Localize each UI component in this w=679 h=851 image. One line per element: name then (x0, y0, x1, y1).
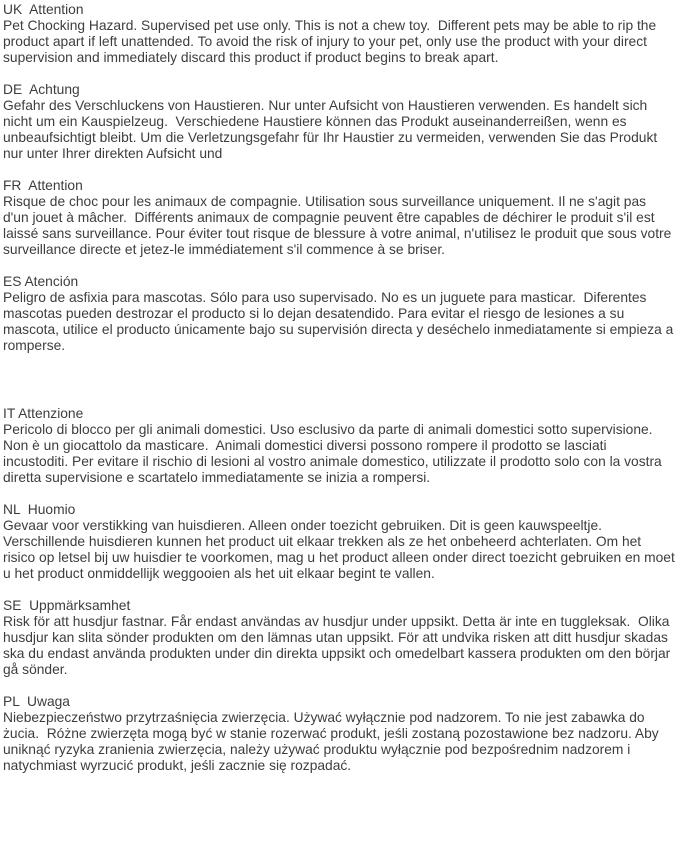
section-body-it: Pericolo di blocco per gli animali domestici. Uso esclusivo da parte di animali domestici sotto supervisione. Non è un giocattolo da masticare. Animali domestici diversi possono rompere il prodotto se lasciati incustoditi. Per evitare il rischio di lesioni al vostro animale domestico, utilizzate il prodotto solo con la vostra diretta supervisione e scartatelo immediatamente se inizia a rompersi. (3, 422, 666, 485)
section-body-de: Gefahr des Verschluckens von Haustieren. Nur unter Aufsicht von Haustieren verwenden. Es handelt sich nicht um ein Kauspielzeug. Verschiedene Haustiere können das Produkt auseinanderreißen, wenn es unbeaufsichtigt bleibt. Um die Verletzungsgefahr für Ihr Haustier zu vermeiden, verwenden Sie das Produkt nur unter Ihrer direkten Aufsicht und (3, 98, 662, 161)
section-heading-it: IT Attenzione (3, 406, 84, 421)
section-heading-pl: PL Uwaga (3, 694, 70, 709)
section-body-es: Peligro de asfixia para mascotas. Sólo para uso supervisado. No es un juguete para masticar. Diferentes mascotas pueden destrozar el producto si lo dejan desatendido. Para evitar el riesgo de lesiones a su mascota, utilice el producto únicamente bajo su supervisión directa y deséchelo inmediatamente si empieza a romperse. (3, 290, 678, 353)
section-body-nl: Gevaar voor verstikking van huisdieren. Alleen onder toezicht gebruiken. Dit is geen kauwspeeltje. Verschillende huisdieren kunnen het product uit elkaar trekken als ze het onbeheerd achterlaten. Om het risico op letsel bij uw huisdier te voorkomen, mag u het product alleen onder direct toezicht gebruiken en moet u het product onmiddellijk weggooien als het uit elkaar begint te vallen. (3, 518, 679, 581)
section-body-uk: Pet Chocking Hazard. Supervised pet use only. This is not a chew toy. Different pets may be able to rip the product apart if left unattended. To avoid the risk of injury to your pet, only use the product with your direct supervision and immediately discard this product if product begins to break apart. (3, 18, 660, 65)
warning-section-de (3, 82, 675, 162)
section-heading-de: DE Achtung (3, 82, 80, 97)
section-body-fr: Risque de choc pour les animaux de compagnie. Utilisation sous surveillance uniquement. Il ne s'agit pas d'un jouet à mâcher. Différents animaux de compagnie peuvent être capables de déchirer le produit s'il est laissé sans surveillance. Pour éviter tout risque de blessure à votre animal, n'utilisez le produit que sous votre surveillance directe et jetez-le immédiatement s'il commence à se briser. (3, 194, 676, 257)
section-body-pl: Niebezpieczeństwo przytrzaśnięcia zwierzęcia. Używać wyłącznie pod nadzorem. To nie jest zabawka do żucia. Różne zwierzęta mogą być w stanie rozerwać produkt, jeśli zostaną pozostawione bez nadzoru. Aby uniknąć ryzyka zranienia zwierzęcia, należy używać produktu wyłącznie pod bezpośrednim nadzorem i natychmiast wyrzucić produkt, jeśli zacznie się rozpadać. (3, 710, 663, 773)
warning-section-nl (3, 502, 679, 582)
section-heading-se: SE Uppmärksamhet (3, 598, 131, 613)
warning-label-document (3, 2, 679, 774)
section-body-se: Risk för att husdjur fastnar. Får endast användas av husdjur under uppsikt. Detta är inte en tuggleksak. Olika husdjur kan slita sönder produkten om den lämnas utan uppsikt. För att undvika risken att ditt husdjur skadas ska du endast använda produkten under din direkta uppsikt och omedelbart kassera produkten om den börjar gå sönder. (3, 614, 675, 677)
section-heading-fr: FR Attention (3, 178, 83, 193)
warning-section-uk (3, 2, 675, 66)
section-heading-nl: NL Huomio (3, 502, 76, 517)
warning-section-pl (3, 694, 675, 774)
section-heading-es: ES Atención (3, 274, 79, 289)
section-heading-uk: UK Attention (3, 2, 84, 17)
warning-section-es (3, 274, 678, 354)
warning-section-fr (3, 178, 675, 258)
warning-section-se (3, 598, 675, 678)
warning-section-it (3, 406, 675, 486)
